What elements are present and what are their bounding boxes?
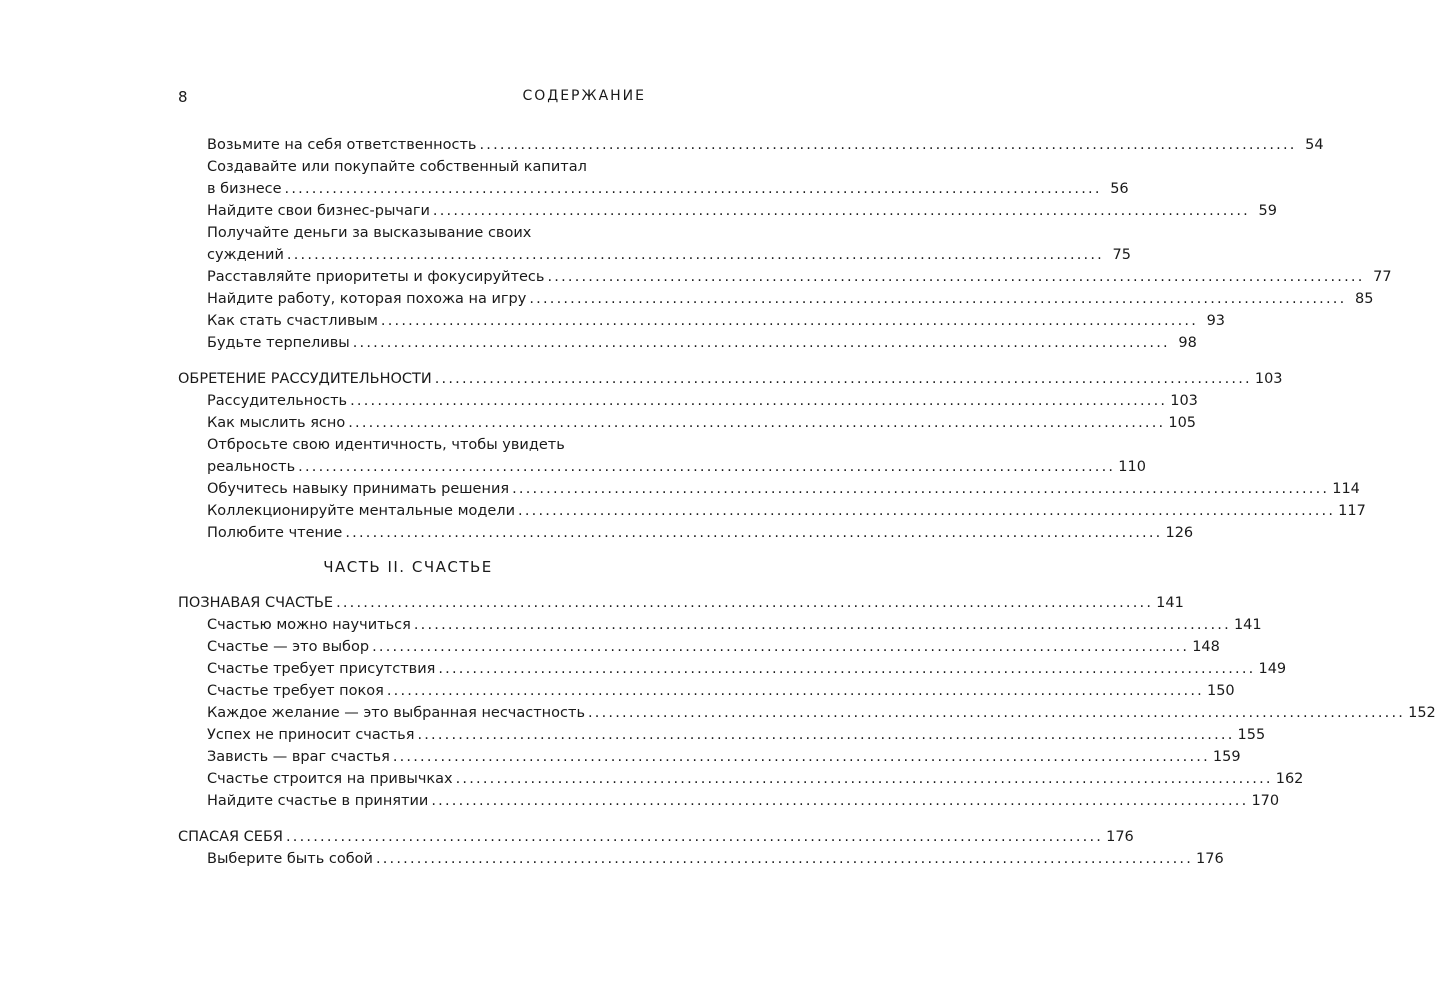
toc-entry[interactable] bbox=[178, 134, 1324, 156]
toc-entry-title-line: Создавайте или покупайте собственный капитал bbox=[207, 159, 587, 175]
toc-block-3 bbox=[178, 614, 1436, 812]
toc-entry-title: Счастье требует покоя bbox=[207, 683, 384, 699]
toc-block-4 bbox=[178, 848, 1224, 870]
page-number: 8 bbox=[178, 88, 188, 106]
leader-dots: ........................................................................................................................ bbox=[345, 525, 1163, 541]
chapter-entry[interactable] bbox=[178, 368, 1283, 390]
toc-entry[interactable] bbox=[178, 244, 1131, 266]
toc-entry[interactable] bbox=[178, 332, 1197, 354]
leader-dots: ........................................................................................................................ bbox=[529, 291, 1347, 307]
toc-entry-title: суждений bbox=[207, 247, 284, 263]
toc-entry-title: Выберите быть собой bbox=[207, 851, 373, 867]
toc-entry-title: Как мыслить ясно bbox=[207, 415, 346, 431]
toc-entry-title: Как стать счастливым bbox=[207, 313, 378, 329]
part-heading: ЧАСТЬ II. СЧАСТЬЕ bbox=[323, 558, 493, 576]
toc-entry[interactable] bbox=[178, 702, 1436, 724]
toc-entry[interactable] bbox=[178, 746, 1241, 768]
toc-entry[interactable] bbox=[178, 658, 1287, 680]
leader-dots: ........................................................................................................................ bbox=[434, 371, 1252, 387]
toc-entry-page: 162 bbox=[1275, 771, 1304, 787]
leader-dots: ........................................................................................................................ bbox=[284, 181, 1102, 197]
toc-entry[interactable] bbox=[178, 390, 1198, 412]
toc-entry[interactable] bbox=[178, 310, 1226, 332]
toc-entry-title: Найдите счастье в принятии bbox=[207, 793, 429, 809]
leader-dots: ........................................................................................................................ bbox=[348, 415, 1166, 431]
toc-entry-title: Будьте терпеливы bbox=[207, 335, 350, 351]
running-head: СОДЕРЖАНИЕ bbox=[522, 88, 646, 104]
leader-dots: ........................................................................................................................ bbox=[286, 247, 1104, 263]
leader-dots: ........................................................................................................................ bbox=[438, 661, 1256, 677]
toc-entry-title: Обучитесь навыку принимать решения bbox=[207, 481, 510, 497]
toc-entry[interactable] bbox=[178, 456, 1146, 478]
toc-entry-page: 149 bbox=[1258, 661, 1287, 677]
toc-entry[interactable] bbox=[178, 848, 1224, 870]
toc-entry[interactable] bbox=[178, 522, 1194, 544]
toc-entry-title: реальность bbox=[207, 459, 296, 475]
toc-entry[interactable] bbox=[178, 724, 1266, 746]
chapter-page: 176 bbox=[1106, 829, 1134, 845]
leader-dots: ........................................................................................................................ bbox=[392, 749, 1210, 765]
chapter-page: 103 bbox=[1254, 371, 1283, 387]
leader-dots: ........................................................................................................................ bbox=[350, 393, 1168, 409]
toc-entry-page: 85 bbox=[1354, 291, 1374, 307]
toc-entry-page: 77 bbox=[1373, 269, 1392, 285]
leader-dots: ........................................................................................................................ bbox=[352, 335, 1170, 351]
toc-entry-page: 56 bbox=[1110, 181, 1129, 197]
toc-entry-page: 176 bbox=[1196, 851, 1224, 867]
toc-entry[interactable] bbox=[178, 636, 1220, 658]
toc-entry-title: Счастье — это выбор bbox=[207, 639, 370, 655]
toc-entry-page: 159 bbox=[1212, 749, 1241, 765]
chapter-title: ОБРЕТЕНИЕ РАССУДИТЕЛЬНОСТИ bbox=[178, 371, 432, 387]
leader-dots: ........................................................................................................................ bbox=[588, 705, 1406, 721]
leader-dots: ........................................................................................................................ bbox=[547, 269, 1365, 285]
toc-entry-title: Успех не приносит счастья bbox=[207, 727, 415, 743]
toc-entry-page: 141 bbox=[1233, 617, 1262, 633]
leader-dots: ........................................................................................................................ bbox=[431, 793, 1249, 809]
toc-entry-page: 114 bbox=[1332, 481, 1360, 497]
toc-entry-page: 59 bbox=[1258, 203, 1277, 219]
toc-entry[interactable] bbox=[178, 790, 1280, 812]
toc-entry[interactable] bbox=[178, 412, 1197, 434]
toc-entry[interactable] bbox=[178, 266, 1392, 288]
toc-entry-page: 126 bbox=[1165, 525, 1194, 541]
toc-entry-page: 54 bbox=[1305, 137, 1324, 153]
toc-entry-page: 103 bbox=[1170, 393, 1198, 409]
toc-entry-title: Возьмите на себя ответственность bbox=[207, 137, 477, 153]
toc-entry[interactable] bbox=[178, 500, 1366, 522]
toc-entry-page: 117 bbox=[1338, 503, 1366, 519]
toc-entry-page: 110 bbox=[1118, 459, 1146, 475]
toc-entry-title: Рассудительность bbox=[207, 393, 348, 409]
leader-dots: ........................................................................................................................ bbox=[432, 203, 1250, 219]
toc-entry-page: 93 bbox=[1206, 313, 1226, 329]
toc-entry-title: Счастье требует присутствия bbox=[207, 661, 436, 677]
chapter-page: 141 bbox=[1156, 595, 1184, 611]
toc-entry[interactable] bbox=[178, 478, 1360, 500]
toc-entry-title: Найдите свои бизнес-рычаги bbox=[207, 203, 430, 219]
leader-dots: ........................................................................................................................ bbox=[512, 481, 1330, 497]
toc-block-2 bbox=[178, 390, 1366, 544]
toc-entry[interactable] bbox=[178, 200, 1277, 222]
chapter-entry[interactable] bbox=[178, 592, 1184, 614]
toc-entry[interactable] bbox=[178, 614, 1262, 636]
leader-dots: ........................................................................................................................ bbox=[455, 771, 1273, 787]
toc-entry-page: 148 bbox=[1192, 639, 1220, 655]
table-of-contents bbox=[178, 134, 1436, 870]
toc-entry-title: Зависть — враг счастья bbox=[207, 749, 390, 765]
toc-entry-title: в бизнесе bbox=[207, 181, 282, 197]
toc-entry-page: 75 bbox=[1112, 247, 1131, 263]
leader-dots: ........................................................................................................................ bbox=[285, 829, 1104, 845]
leader-dots: ........................................................................................................................ bbox=[336, 595, 1154, 611]
leader-dots: ........................................................................................................................ bbox=[298, 459, 1116, 475]
toc-entry[interactable] bbox=[178, 178, 1129, 200]
toc-entry-title: Полюбите чтение bbox=[207, 525, 343, 541]
leader-dots: ........................................................................................................................ bbox=[417, 727, 1235, 743]
toc-entry-title: Счастье строится на привычках bbox=[207, 771, 453, 787]
toc-entry[interactable] bbox=[178, 768, 1304, 790]
leader-dots: ........................................................................................................................ bbox=[372, 639, 1190, 655]
toc-entry-title-line: Отбросьте свою идентичность, чтобы увидеть bbox=[207, 437, 565, 453]
toc-entry-page: 170 bbox=[1251, 793, 1280, 809]
toc-entry-title: Счастью можно научиться bbox=[207, 617, 411, 633]
toc-block-1 bbox=[178, 134, 1392, 354]
toc-entry-title: Расставляйте приоритеты и фокусируйтесь bbox=[207, 269, 545, 285]
toc-entry-page: 152 bbox=[1408, 705, 1436, 721]
toc-entry-page: 105 bbox=[1168, 415, 1197, 431]
leader-dots: ........................................................................................................................ bbox=[413, 617, 1231, 633]
chapter-title: СПАСАЯ СЕБЯ bbox=[178, 829, 283, 845]
toc-entry-page: 155 bbox=[1237, 727, 1266, 743]
chapter-title: ПОЗНАВАЯ СЧАСТЬЕ bbox=[178, 595, 334, 611]
toc-entry-page: 150 bbox=[1206, 683, 1235, 699]
toc-entry-title-line: Получайте деньги за высказывание своих bbox=[207, 225, 532, 241]
toc-entry[interactable] bbox=[178, 680, 1235, 702]
leader-dots: ........................................................................................................................ bbox=[375, 851, 1194, 867]
toc-entry-title: Каждое желание — это выбранная несчастность bbox=[207, 705, 585, 721]
leader-dots: ........................................................................................................................ bbox=[518, 503, 1336, 519]
toc-entry[interactable] bbox=[178, 288, 1374, 310]
toc-entry-title: Коллекционируйте ментальные модели bbox=[207, 503, 516, 519]
toc-entry-title: Найдите работу, которая похожа на игру bbox=[207, 291, 527, 307]
chapter-entry[interactable] bbox=[178, 826, 1134, 848]
leader-dots: ........................................................................................................................ bbox=[479, 137, 1297, 153]
toc-entry-page: 98 bbox=[1178, 335, 1197, 351]
leader-dots: ........................................................................................................................ bbox=[380, 313, 1199, 329]
leader-dots: ........................................................................................................................ bbox=[386, 683, 1204, 699]
